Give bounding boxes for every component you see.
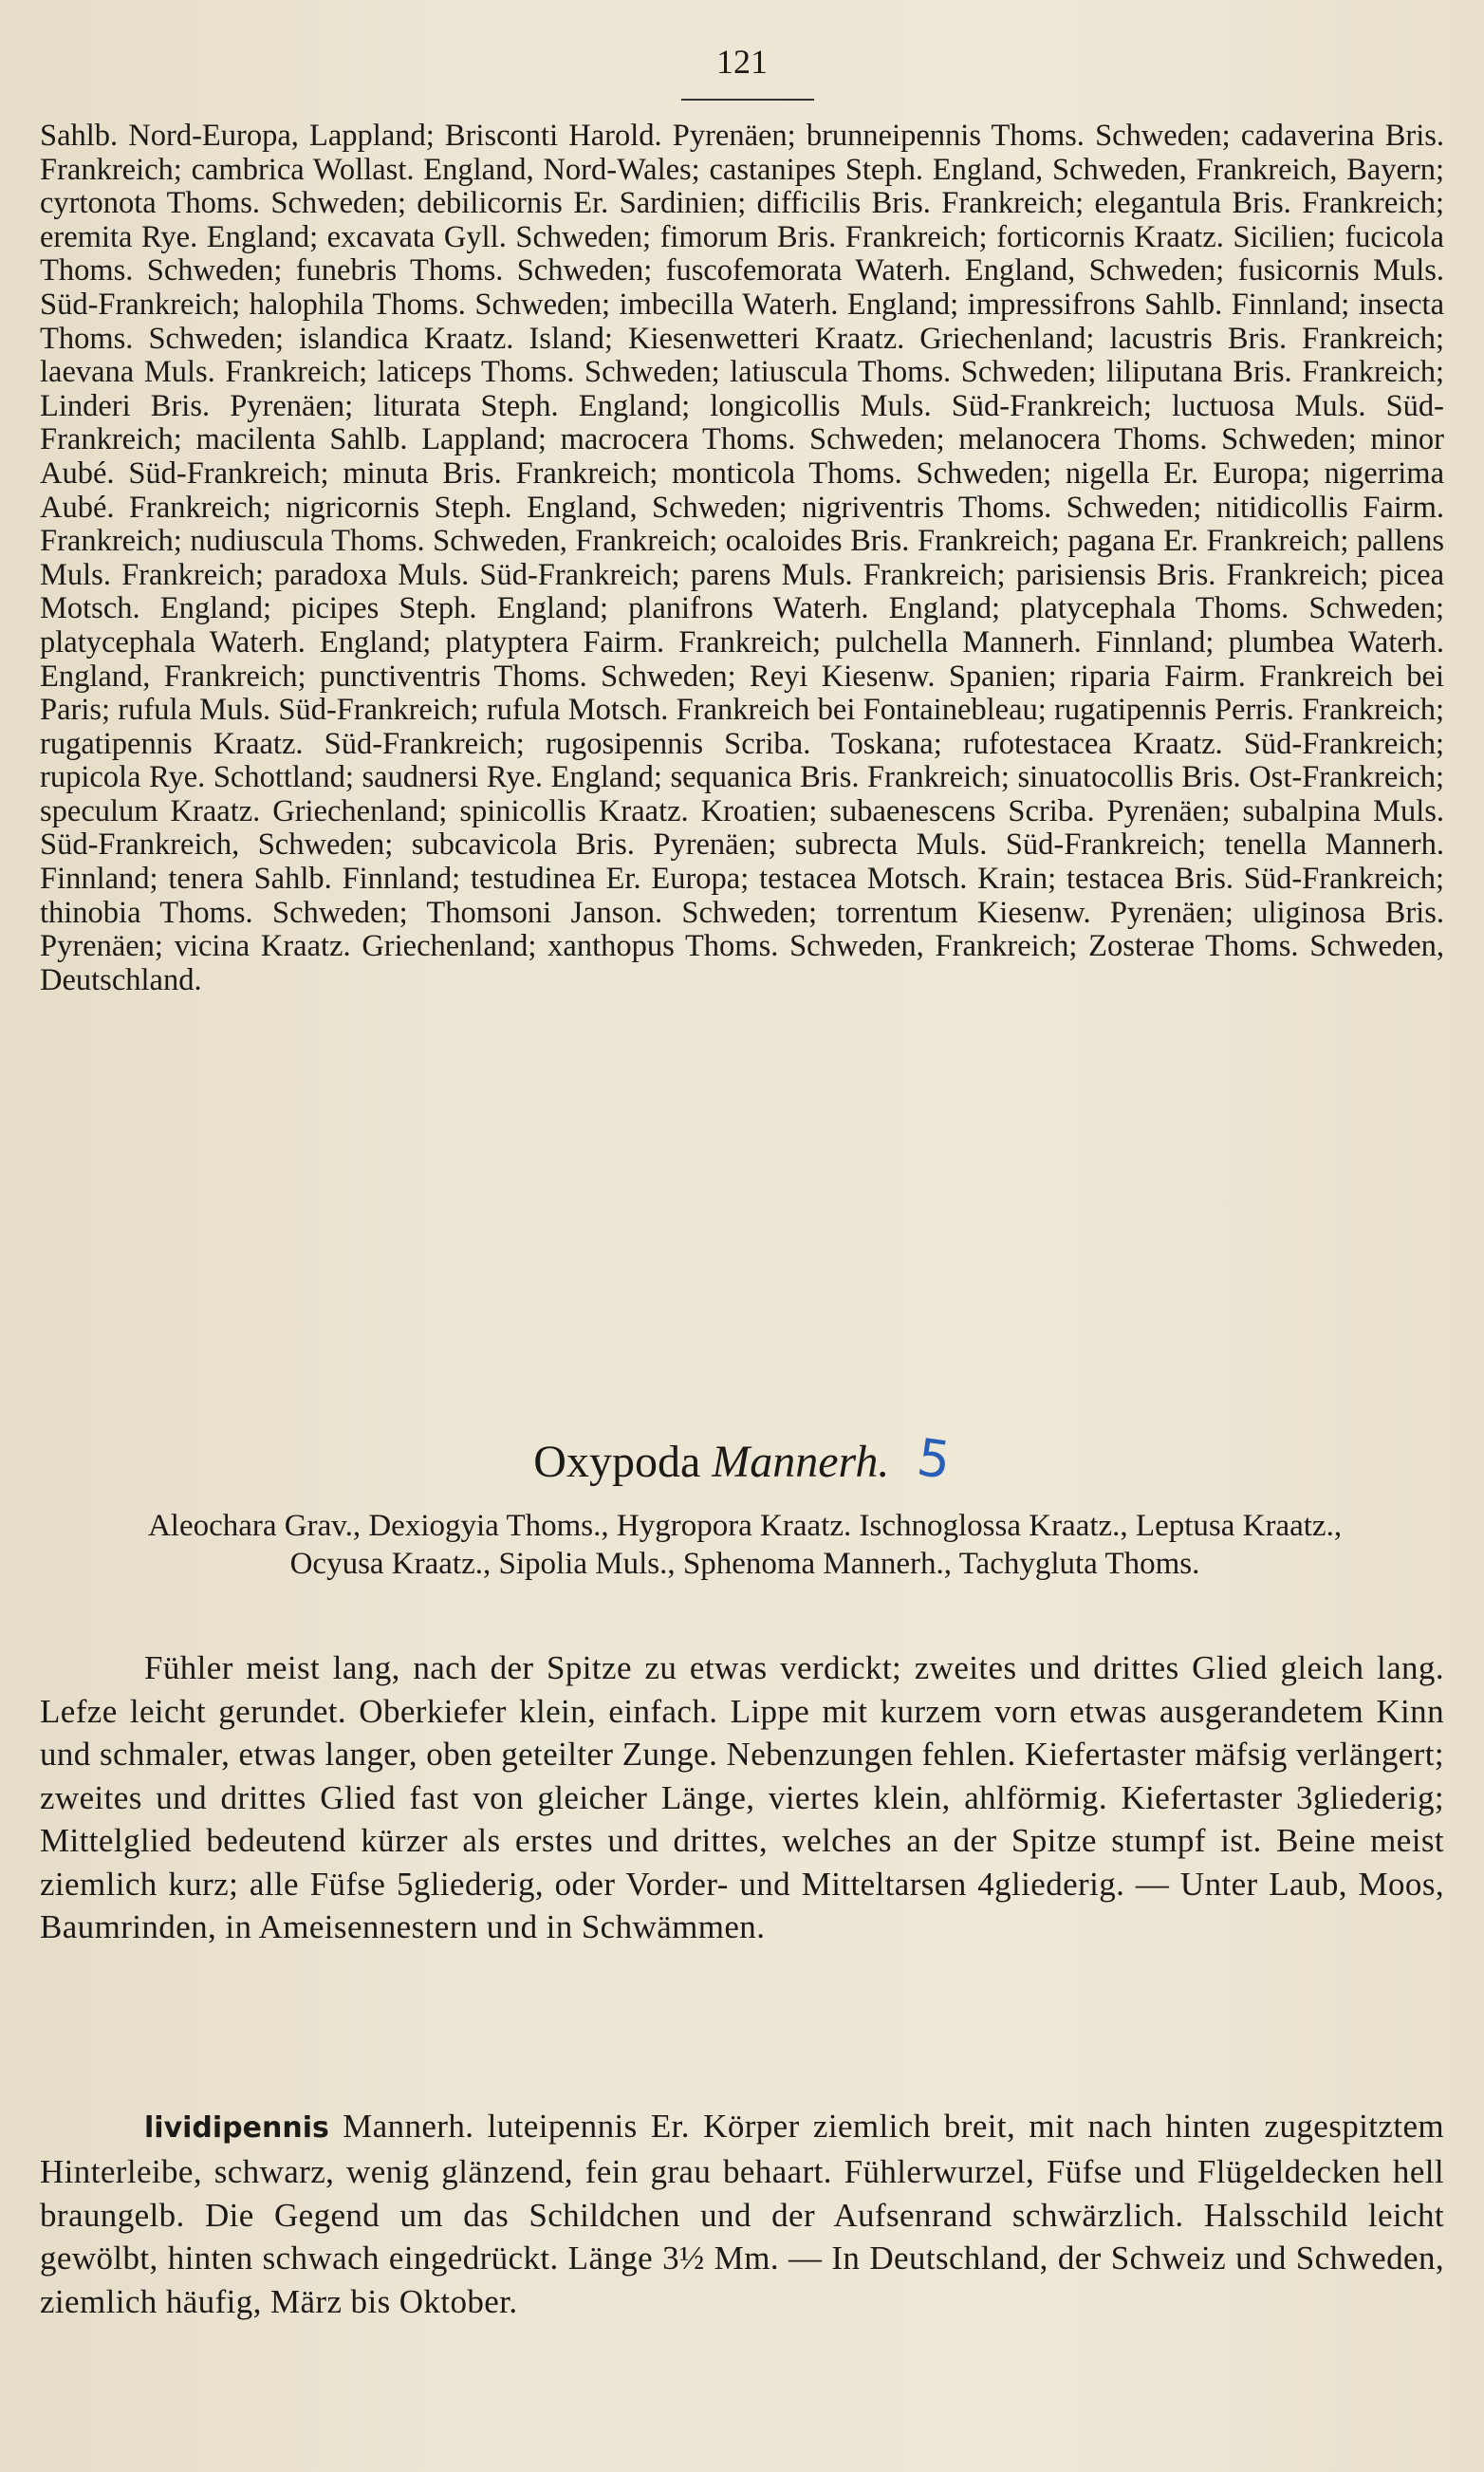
page-number-rule bbox=[681, 99, 814, 101]
species-name: lividipennis bbox=[144, 2111, 329, 2145]
genus-author: Mannerh. bbox=[712, 1437, 890, 1487]
genus-heading bbox=[0, 1426, 1484, 1492]
species-entry bbox=[40, 2105, 1444, 2324]
genus-synonyms: Aleochara Grav., Dexiogyia Thoms., Hygropora Kraatz. Ischnoglossa Kraatz., Leptusa Kraatz., Ocyusa Kraatz., Sipolia Muls., Sphenoma Mannerh., Tachygluta Thoms. bbox=[147, 1509, 1343, 1581]
species-description: Mannerh. luteipennis Er. Körper ziemlich breit, mit nach hinten zugespitztem Hinterleibe, schwarz, wenig glänzend, fein grau behaart. Fühlerwurzel, Füfse und Flügeldecken hell braungelb. Die Gegend um das Schildchen und der Aufsenrand schwärzlich. Halsschild leicht gewölbt, hinten schwach eingedrückt. Länge 3½ Mm. — In Deutschland, der Schweiz und Schweden, ziemlich häufig, März bis Oktober. bbox=[40, 2108, 1444, 2321]
genus-description: Fühler meist lang, nach der Spitze zu etwas verdickt; zweites und drittes Glied gleich lang. Lefze leicht gerundet. Oberkiefer klein, einfach. Lippe mit kurzem vorn etwas ausgerandetem Kinn und schmaler, etwas langer, oben geteilter Zunge. Nebenzungen fehlen. Kiefertaster mäfsig verlängert; zweites und drittes Glied fast von gleicher Länge, viertes klein, ahlförmig. Kiefertaster 3gliederig; Mittelglied bedeutend kürzer als erstes und drittes, welches an der Spitze stumpf ist. Beine meist ziemlich kurz; alle Füfse 5gliederig, oder Vorder- und Mitteltarsen 4gliederig. — Unter Laub, Moos, Baumrinden, in Ameisennestern und in Schwämmen. bbox=[40, 1649, 1444, 1945]
handwritten-mark: 5 bbox=[914, 1426, 955, 1492]
page-number: 121 bbox=[716, 43, 768, 81]
species-catalog: Sahlb. Nord-Europa, Lappland; Brisconti Harold. Pyrenäen; brunneipennis Thoms. Schweden; cadaverina Bris. Frankreich; cambrica Wollast. England, Nord-Wales; castanipes Steph. England, Schweden, Frankreich, Bayern; cyrtonota Thoms. Schweden; debilicornis Er. Sardinien; difficilis Bris. Frankreich; elegantula Bris. Frankreich; eremita Rye. England; excavata Gyll. Schweden; fimorum Bris. Frankreich; forticornis Kraatz. Sicilien; fucicola Thoms. Schweden; funebris Thoms. Schweden; fuscofemorata Waterh. England, Schweden; fusicornis Muls. Süd-Frankreich; halophila Thoms. Schweden; imbecilla Waterh. England; impressifrons Sahlb. Finnland; insecta Thoms. Schweden; islandica Kraatz. Island; Kiesenwetteri Kraatz. Griechenland; lacustris Bris. Frankreich; laevana Muls. Frankreich; laticeps Thoms. Schweden; latiuscula Thoms. Schweden; liliputana Bris. Frankreich; Linderi Bris. Pyrenäen; liturata Steph. England; longicollis Muls. Süd-Frankreich; luctuosa Muls. Süd-Frankreich; macilenta Sahlb. Lappland; macrocera Thoms. Schweden; melanocera Thoms. Schweden; minor Aubé. Süd-Frankreich; minuta Bris. Frankreich; monticola Thoms. Schweden; nigella Er. Europa; nigerrima Aubé. Frankreich; nigricornis Steph. England, Schweden; nigriventris Thoms. Schweden; nitidicollis Fairm. Frankreich; nudiuscula Thoms. Schweden, Frankreich; ocaloides Bris. Frankreich; pagana Er. Frankreich; pallens Muls. Frankreich; paradoxa Muls. Süd-Frankreich; parens Muls. Frankreich; parisiensis Bris. Frankreich; picea Motsch. England; picipes Steph. England; planifrons Waterh. England; platycephala Thoms. Schweden; platycephala Waterh. England; platyptera Fairm. Frankreich; pulchella Mannerh. Finnland; plumbea Waterh. England, Frankreich; punctiventris Thoms. Schweden; Reyi Kiesenw. Spanien; riparia Fairm. Frankreich bei Paris; rufula Muls. Süd-Frankreich; rufula Motsch. Frankreich bei Fontainebleau; rugatipennis Perris. Frankreich; rugatipennis Kraatz. Süd-Frankreich; rugosipennis Scriba. Toskana; rufotestacea Kraatz. Süd-Frankreich; rupicola Rye. Schottland; saudnersi Rye. England; sequanica Bris. Frankreich; sinuatocollis Bris. Ost-Frankreich; speculum Kraatz. Griechenland; spinicollis Kraatz. Kroatien; subaenescens Scriba. Pyrenäen; subalpina Muls. Süd-Frankreich, Schweden; subcavicola Bris. Pyrenäen; subrecta Muls. Süd-Frankreich; tenella Mannerh. Finnland; tenera Sahlb. Finnland; testudinea Er. Europa; testacea Motsch. Krain; testacea Bris. Süd-Frankreich; thinobia Thoms. Schweden; Thomsoni Janson. Schweden; torrentum Kiesenw. Pyrenäen; uliginosa Bris. Pyrenäen; vicina Kraatz. Griechenland; xanthopus Thoms. Schweden, Frankreich; Zosterae Thoms. Schweden, Deutschland. bbox=[40, 119, 1444, 997]
genus-name: Oxypoda bbox=[533, 1437, 701, 1487]
